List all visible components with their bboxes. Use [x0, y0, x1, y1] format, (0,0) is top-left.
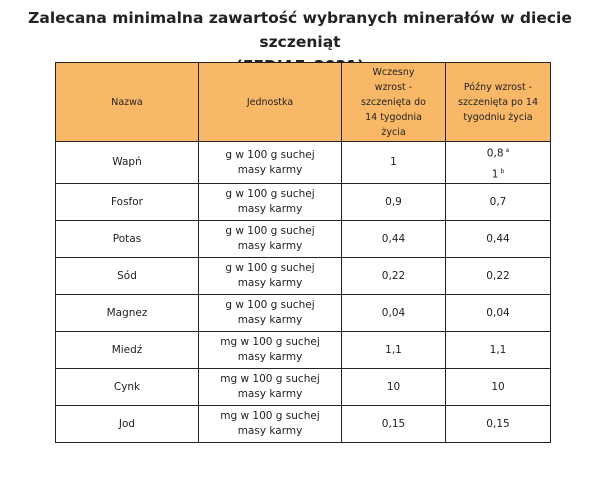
table-row — [56, 184, 551, 221]
cell-unit-text: g w 100 g suchej masy karmy — [225, 148, 315, 176]
table-row — [56, 332, 551, 369]
cell-unit — [199, 295, 342, 332]
header-early-growth — [342, 63, 446, 142]
cell-unit-text: mg w 100 g suchej masy karmy — [220, 336, 320, 363]
cell-mineral-name: Wapń — [56, 142, 199, 184]
cell-early-growth-value: 1 — [342, 142, 446, 184]
cell-early-growth-value: 0,22 — [342, 258, 446, 295]
table-row — [56, 295, 551, 332]
cell-unit-text: g w 100 g suchej masy karmy — [225, 188, 315, 215]
header-early-growth-text: Wczesny wzrost - szczenięta do 14 tygodnia życia — [361, 66, 426, 138]
cell-mineral-name: Potas — [56, 221, 199, 258]
cell-late-growth-value: 1,1 — [446, 332, 551, 369]
cell-unit — [199, 258, 342, 295]
cell-early-growth-value: 1,1 — [342, 332, 446, 369]
cell-early-growth-value: 0,44 — [342, 221, 446, 258]
header-name: Nazwa — [56, 63, 199, 142]
table-row — [56, 369, 551, 406]
cell-unit-text: mg w 100 g suchej masy karmy — [220, 373, 320, 400]
table-row — [56, 221, 551, 258]
cell-late-growth-value: 10 — [446, 369, 551, 406]
table-header-row — [56, 63, 551, 142]
title-line-1: Zalecana minimalna zawartość wybranych minerałów w diecie szczeniąt — [28, 9, 572, 51]
cell-early-growth-value: 10 — [342, 369, 446, 406]
cell-late-growth-value: 0,04 — [446, 295, 551, 332]
cell-unit — [199, 406, 342, 443]
cell-early-growth-value: 0,04 — [342, 295, 446, 332]
cell-unit-text: mg w 100 g suchej masy karmy — [220, 410, 320, 437]
late-value-line-2 — [448, 163, 548, 184]
cell-early-growth-value: 0,9 — [342, 184, 446, 221]
table-body — [56, 142, 551, 443]
table-row — [56, 258, 551, 295]
footnote-mark-a: a — [505, 147, 510, 154]
cell-late-growth-value: 0,15 — [446, 406, 551, 443]
late-value-line-1 — [448, 142, 548, 163]
header-late-growth — [446, 63, 551, 142]
cell-unit — [199, 142, 342, 184]
cell-late-growth-value: 0,44 — [446, 221, 551, 258]
cell-mineral-name: Magnez — [56, 295, 199, 332]
cell-unit — [199, 332, 342, 369]
cell-late-growth-value — [446, 142, 551, 184]
cell-unit-text: g w 100 g suchej masy karmy — [225, 299, 315, 326]
cell-mineral-name: Cynk — [56, 369, 199, 406]
table-row — [56, 406, 551, 443]
cell-late-growth-value: 0,22 — [446, 258, 551, 295]
cell-mineral-name: Fosfor — [56, 184, 199, 221]
cell-unit-text: g w 100 g suchej masy karmy — [225, 225, 315, 252]
late-value-1: 0,8 — [486, 147, 504, 160]
cell-late-growth-value: 0,7 — [446, 184, 551, 221]
cell-early-growth-value: 0,15 — [342, 406, 446, 443]
cell-mineral-name: Sód — [56, 258, 199, 295]
late-value-2: 1 — [491, 168, 499, 180]
cell-unit-text: g w 100 g suchej masy karmy — [225, 262, 315, 289]
footnote-mark-b: b — [500, 167, 505, 175]
cell-mineral-name: Miedź — [56, 332, 199, 369]
minerals-table — [55, 62, 551, 443]
cell-unit — [199, 221, 342, 258]
cell-unit — [199, 369, 342, 406]
cell-mineral-name: Jod — [56, 406, 199, 443]
cell-unit — [199, 184, 342, 221]
table-row — [56, 142, 551, 184]
header-late-growth-text: Późny wzrost - szczenięta po 14 tygodniu życia — [458, 81, 539, 123]
header-unit: Jednostka — [199, 63, 342, 142]
